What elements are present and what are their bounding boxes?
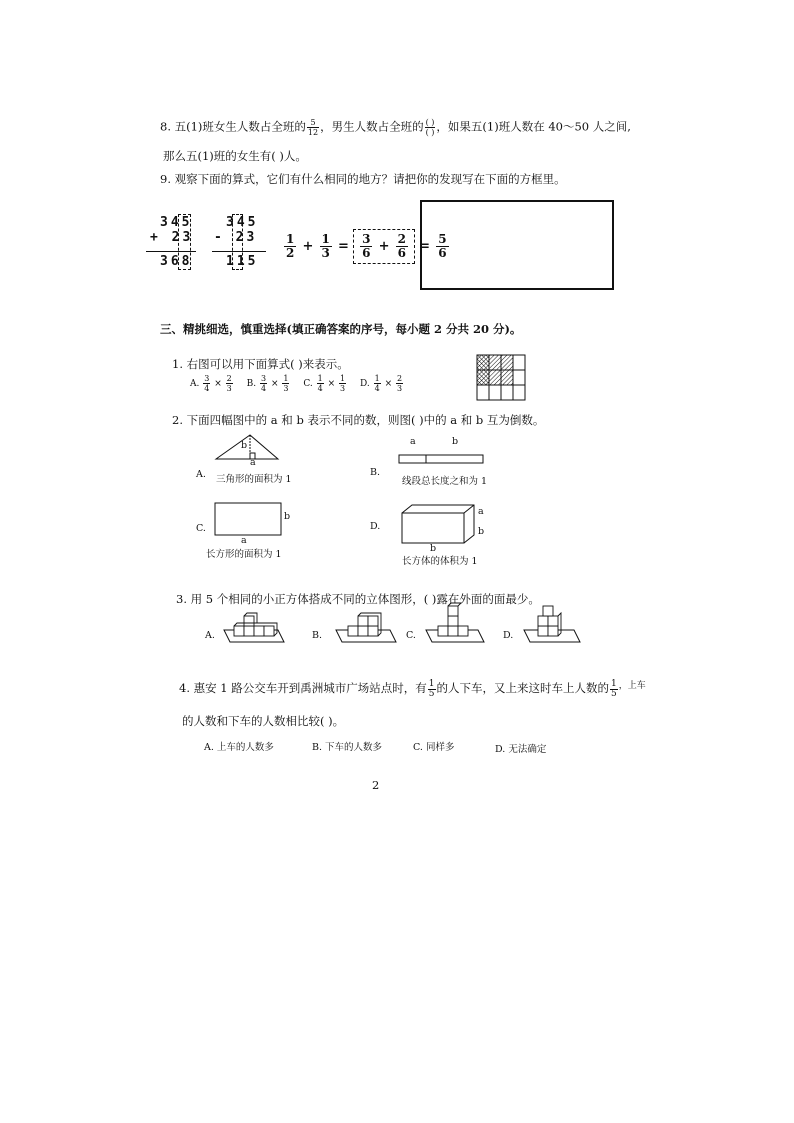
q2-d-a: a bbox=[478, 506, 484, 517]
sub-result: 115 bbox=[226, 254, 259, 269]
sub-row1: 345 bbox=[226, 215, 259, 230]
q3-figure-d bbox=[522, 604, 584, 644]
q2-rectangle-figure bbox=[214, 502, 282, 536]
q3-option-d-label[interactable]: D. bbox=[503, 630, 514, 641]
q2-option-c-label[interactable]: C. bbox=[196, 523, 206, 534]
q2-option-d-label[interactable]: D. bbox=[370, 521, 381, 532]
sub-row2: - 23 bbox=[214, 230, 258, 245]
add-row2: + 23 bbox=[150, 230, 194, 245]
q2-segment-figure bbox=[398, 452, 484, 466]
q4-option-d[interactable]: D. 无法确定 bbox=[495, 744, 547, 755]
q2-b-caption: 线段总长度之和为 1 bbox=[402, 476, 488, 487]
q9-fraction-equation: $\frac{1}{2}$ + $\frac{1}{3}$ = $\frac{3}{6}$ + $\frac{2}{6}$ = $\frac{5}{6}$ bbox=[282, 229, 451, 264]
q8-blank-fraction[interactable]: $\frac{( )}{( )}$ bbox=[425, 118, 435, 137]
q3-option-c-label[interactable]: C. bbox=[406, 630, 416, 641]
q2-cuboid-figure bbox=[400, 503, 480, 545]
q3-option-a-label[interactable]: A. bbox=[205, 630, 215, 641]
q2-b-b: b bbox=[452, 436, 459, 447]
s3-q1-options bbox=[190, 374, 404, 393]
q2-b-a: a bbox=[410, 436, 416, 447]
add-row1: 345 bbox=[160, 215, 193, 230]
sub-dashed-box bbox=[232, 214, 243, 270]
add-result: 368 bbox=[160, 254, 193, 269]
q1-option-a[interactable]: A. $\frac{3}{4}$ × $\frac{2}{3}$ bbox=[190, 374, 232, 393]
q3-option-b-label[interactable]: B. bbox=[312, 630, 323, 641]
q2-d-caption: 长方体的体积为 1 bbox=[402, 556, 478, 567]
q3-figure-a bbox=[222, 608, 288, 644]
q9-answer-box[interactable] bbox=[420, 200, 614, 290]
q1-option-c[interactable]: C. $\frac{1}{4}$ × $\frac{1}{3}$ bbox=[303, 374, 346, 393]
q2-a-a: a bbox=[250, 457, 256, 468]
s3-q2-text: 2. 下面四幅图中的 a 和 b 表示不同的数，则图( )中的 a 和 b 互为倒数。 bbox=[172, 413, 545, 427]
section3-heading: 三、精挑细选，慎重选择(填正确答案的序号，每小题 2 分共 20 分)。 bbox=[160, 322, 522, 336]
s3-q4-line2: 的人数和下车的人数相比较( )。 bbox=[182, 714, 345, 728]
q4-option-b[interactable]: B. 下车的人数多 bbox=[312, 742, 383, 753]
q3-figure-b bbox=[334, 608, 400, 644]
s3-q1-text: 1. 右图可以用下面算式( )来表示。 bbox=[172, 357, 349, 371]
q1-option-d[interactable]: D. $\frac{1}{4}$ × $\frac{2}{3}$ bbox=[360, 374, 403, 393]
q2-c-b: b bbox=[284, 511, 291, 522]
q2-d-b-side: b bbox=[478, 526, 485, 537]
page-number: 2 bbox=[372, 778, 380, 792]
frac-dashed-box: $\frac{3}{6}$ + $\frac{2}{6}$ bbox=[353, 229, 415, 264]
add-dashed-box bbox=[178, 214, 191, 270]
q4-option-c[interactable]: C. 同样多 bbox=[413, 742, 455, 753]
q1-option-b[interactable]: B. $\frac{3}{4}$ × $\frac{1}{3}$ bbox=[246, 374, 289, 393]
q2-option-b-label[interactable]: B. bbox=[370, 467, 381, 478]
q8-line2: 那么五(1)班的女生有( )人。 bbox=[163, 149, 307, 163]
q3-figure-c bbox=[424, 606, 488, 644]
q2-a-b: b bbox=[241, 440, 248, 451]
q8-girl-fraction: $\frac{5}{12}$ bbox=[307, 118, 319, 137]
q2-c-caption: 长方形的面积为 1 bbox=[206, 549, 282, 560]
q2-option-a-label[interactable]: A. bbox=[196, 469, 206, 480]
s3-q3-text: 3. 用 5 个相同的小正方体搭成不同的立体图形，( )露在外面的面最少。 bbox=[176, 592, 540, 606]
q2-d-b: b bbox=[430, 543, 437, 554]
q4-option-a[interactable]: A. 上车的人数多 bbox=[204, 742, 274, 753]
q2-c-a: a bbox=[241, 535, 247, 546]
q2-a-caption: 三角形的面积为 1 bbox=[216, 474, 292, 485]
q1-grid-figure bbox=[477, 355, 525, 400]
q9-text: 9. 观察下面的算式，它们有什么相同的地方？请把你的发现写在下面的方框里。 bbox=[160, 172, 566, 186]
q8-line1: 8. 五(1)班女生人数占全班的 $\frac{5}{12}$ ，男生人数占全班的 $\frac{( )}{( )}$ ，如果五(1)班人数在 40～50 人之间, bbox=[160, 118, 631, 137]
s3-q4-line1: 4. 惠安 1 路公交车开到禹洲城市广场站点时，有 $\frac{1}{5}$ 的人下车，又上来这时车上人数的 $\frac{1}{5}$ $^{,上车}$ bbox=[179, 678, 646, 699]
